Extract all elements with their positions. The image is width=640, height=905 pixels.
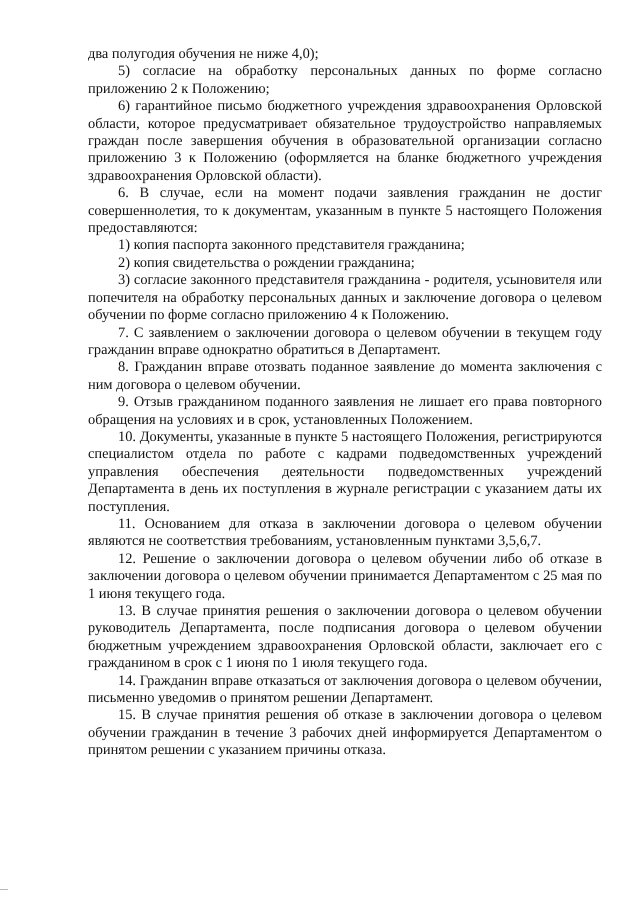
scan-edge-mark	[0, 889, 8, 890]
paragraph-item-6-guarantee-letter: 6) гарантийное письмо бюджетного учреждения здравоохранения Орловской области, которое предусматривает обязательное трудоустройство направляемых граждан после завершения обучения в образовательной организации согласно приложению 3 к Положению (оформляется на бланке бюджетного учреждения здравоохранения Орловской области).	[88, 98, 602, 184]
paragraph-continuation-grades: два полугодия обучения не ниже 4,0);	[88, 46, 319, 62]
paragraph-section-6-item-2: 2) копия свидетельства о рождении гражданина;	[118, 254, 415, 271]
paragraph-section-6: 6. В случае, если на момент подачи заявления гражданин не достиг совершеннолетия, то к документам, указанным в пункте 5 настоящего Положения предоставляются:	[88, 185, 602, 237]
paragraph-section-15: 15. В случае принятия решения об отказе в заключении договора о целевом обучении гражданин в течение 3 рабочих дней информируется Департаментом о принятом решении с указанием причины отказа.	[88, 707, 602, 759]
paragraph-section-6-item-3: 3) согласие законного представителя гражданина - родителя, усыновителя или попечителя на обработку персональных данных и заключение договора о целевом обучении по форме согласно приложению 4 к Положению.	[88, 272, 602, 324]
paragraph-section-6-item-1: 1) копия паспорта законного представителя гражданина;	[118, 237, 465, 254]
paragraph-section-8: 8. Гражданин вправе отозвать поданное заявление до момента заключения с ним договора о целевом обучении.	[88, 359, 602, 393]
paragraph-section-7: 7. С заявлением о заключении договора о целевом обучении в текущем году гражданин вправе однократно обратиться в Департамент.	[88, 324, 602, 358]
paragraph-section-14: 14. Гражданин вправе отказаться от заключения договора о целевом обучении, письменно уведомив о принятом решении Департамент.	[88, 672, 602, 707]
paragraph-section-9: 9. Отзыв гражданином поданного заявления не лишает его права повторного обращения на условиях и в срок, установленных Положением.	[88, 394, 602, 428]
paragraph-section-10: 10. Документы, указанные в пункте 5 настоящего Положения, регистрируются специалистом отдела по работе с кадрами подведомственных учреждений управления обеспечения деятельности подведомственных учреждений Департамента в день их поступления в журнале регистрации с указанием даты их поступления.	[88, 428, 602, 515]
document-page	[88, 46, 602, 760]
paragraph-section-12: 12. Решение о заключении договора о целевом обучении либо об отказе в заключении договора о целевом обучении принимается Департаментом с 25 мая по 1 июня текущего года.	[88, 550, 602, 602]
paragraph-item-5-consent: 5) согласие на обработку персональных данных по форме согласно приложению 2 к Положению;	[88, 63, 602, 97]
paragraph-section-13: 13. В случае принятия решения о заключении договора о целевом обучении руководитель Департамента, после подписания договора о целевом обучении бюджетным учреждением здравоохранения Орловской области, заключает его с гражданином в срок с 1 июня по 1 июля текущего года.	[88, 603, 602, 672]
paragraph-section-11: 11. Основанием для отказа в заключении договора о целевом обучении являются не соответствия требованиям, установленным пунктами 3,5,6,7.	[88, 515, 602, 550]
